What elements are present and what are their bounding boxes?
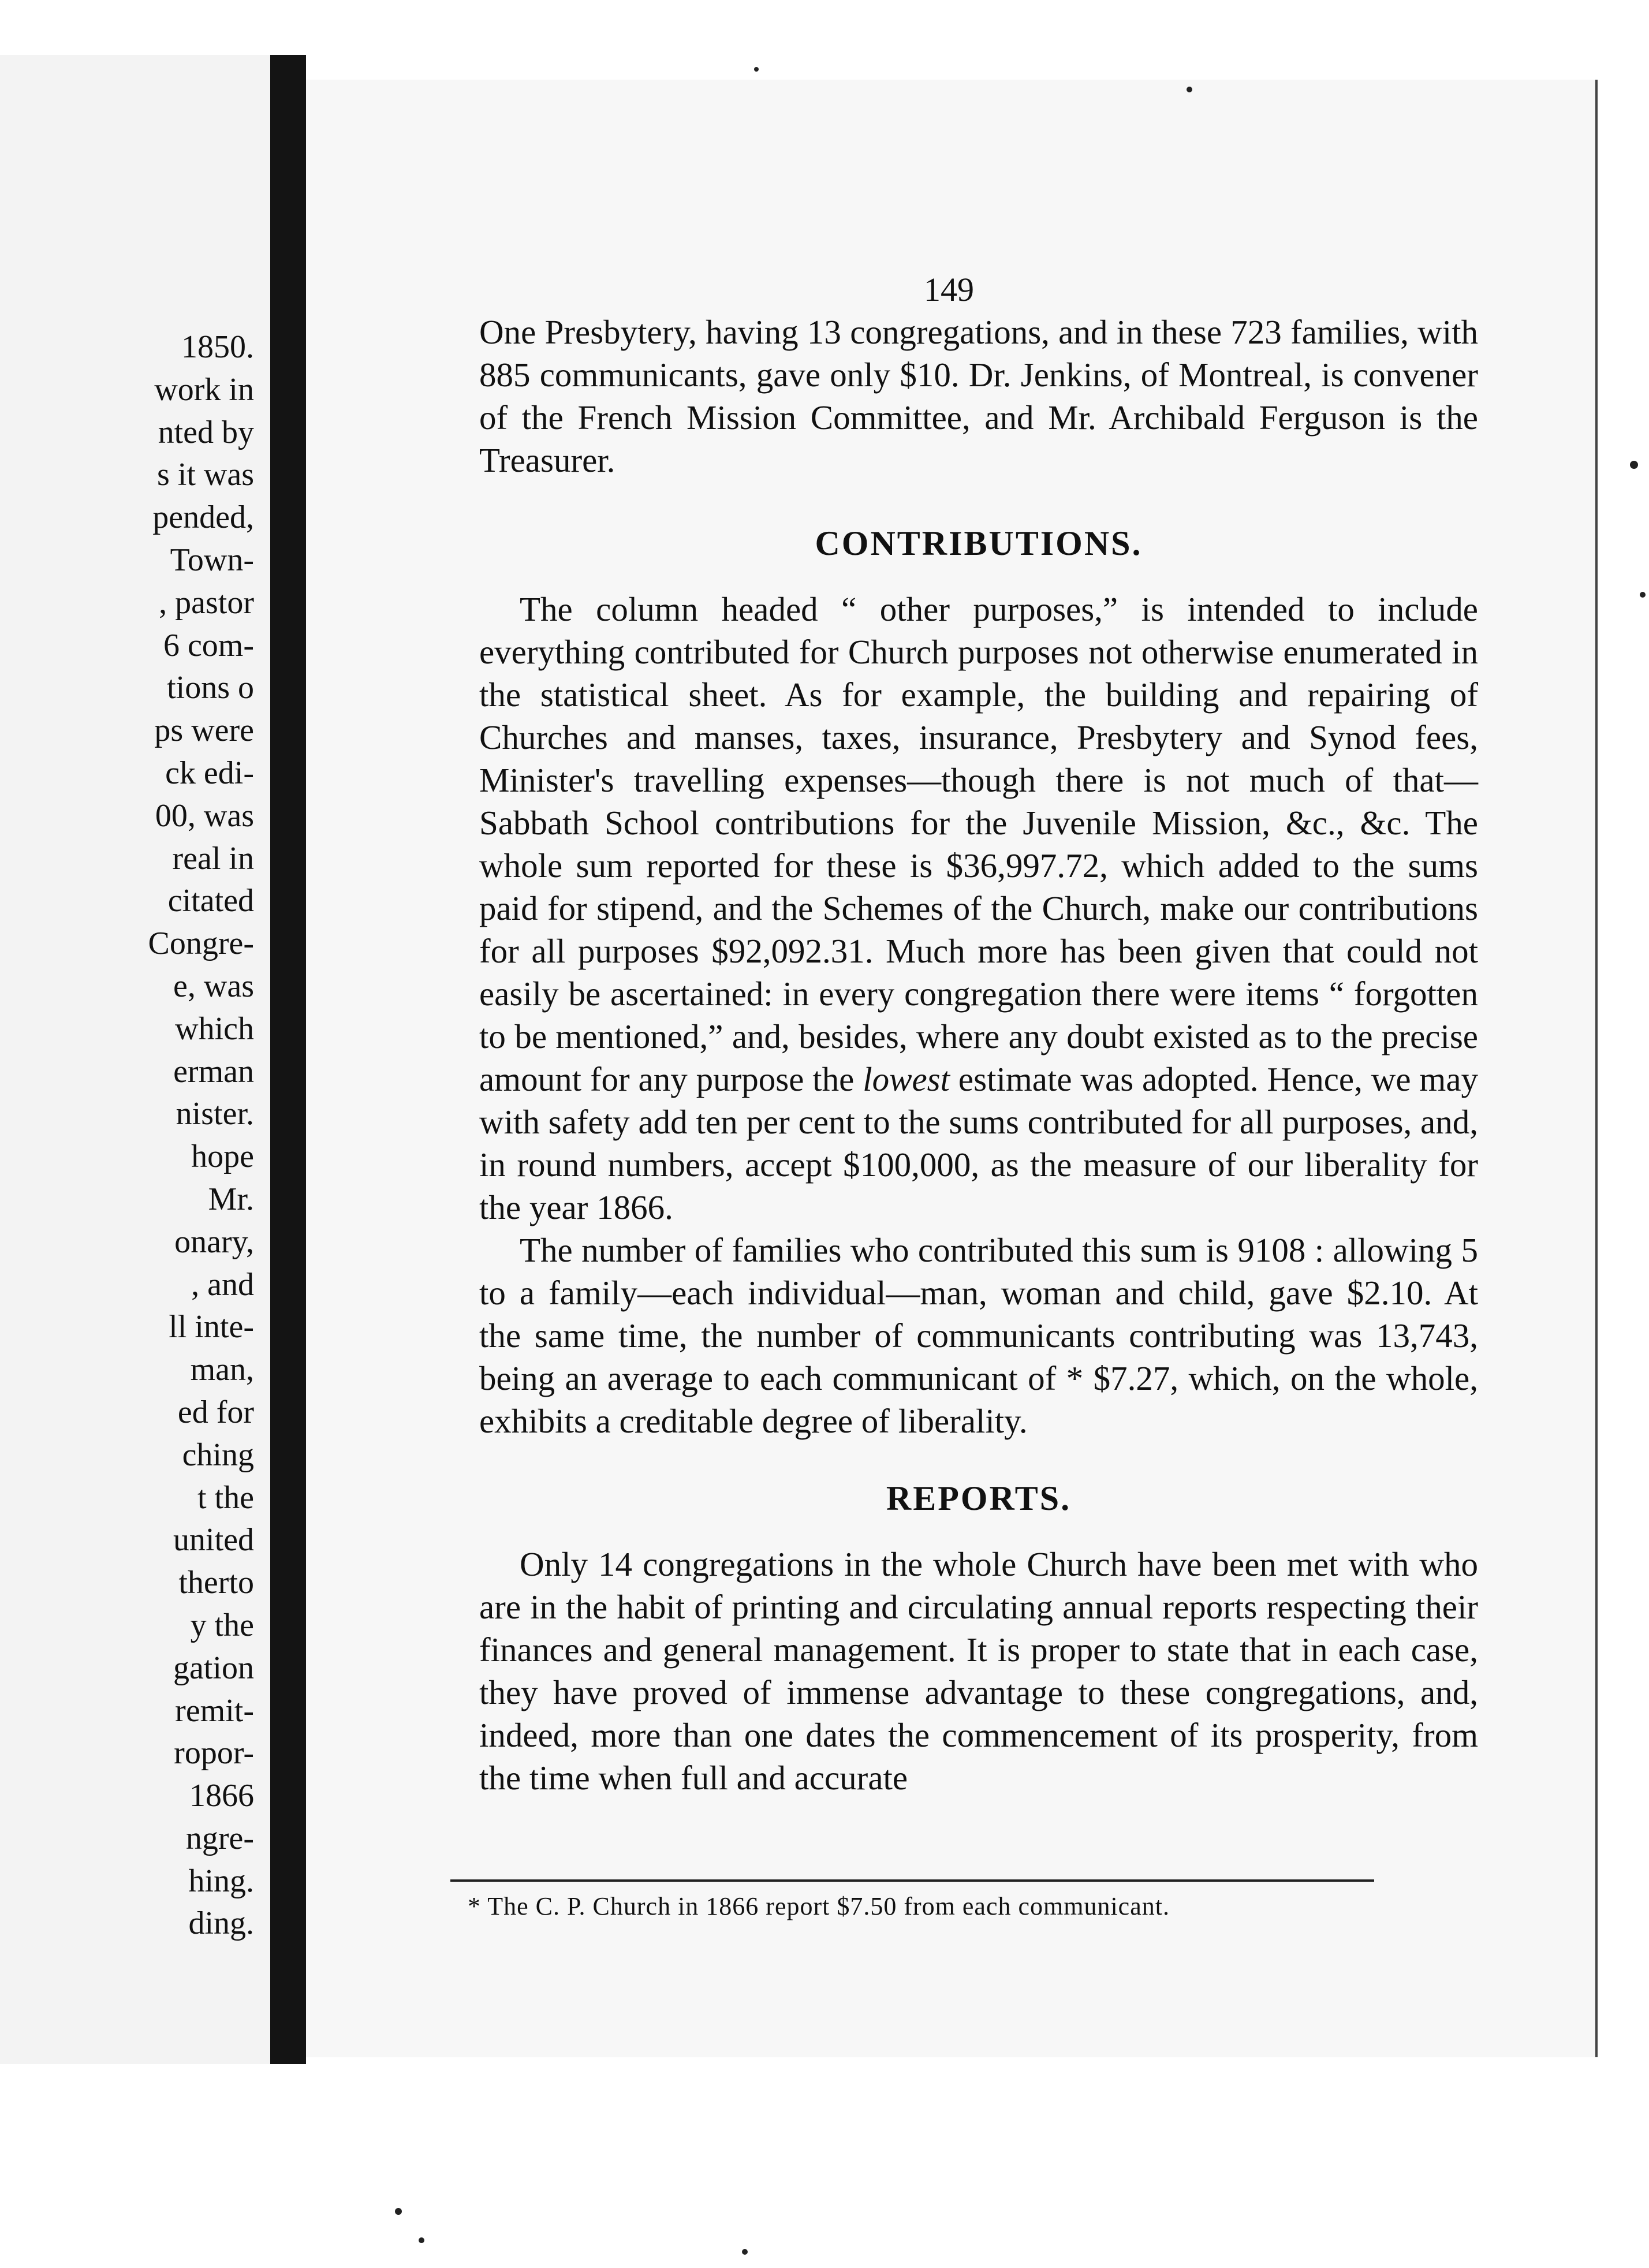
contributions-text-a: The column headed “ other purposes,” is intended to include everything contributed for Church purposes not otherwise enumerated in the statistical sheet. As for example, the building and repairing of Churches and manses, taxes, insurance, Presbytery and Synod fees, Minister's travelling expenses—though there is not much of that—Sabbath School contributions for the Juvenile Mission, &c., &c. The whole sum reported for these is $36,997.72, which added to the sums paid for stipend, and the Schemes of the Church, make our contributions for all purposes $92,092.31. Much more has been given that could not easily be ascertained: in every congregation there were items “ forgotten to be mentioned,” and, besides, where any doubt existed as to the precise amount for any purpose the [479, 590, 1478, 1098]
facing-page-line: 1850. [181, 329, 254, 365]
facing-page-line: 1866 [189, 1778, 254, 1814]
contributions-italic-word: lowest [863, 1060, 950, 1098]
facing-page-line: hing. [188, 1863, 254, 1899]
contributions-text-b: estimate was adopted. Hence, we may with safety add ten per cent to the sums contributed for all purposes, and, in round numbers, accept $100,000, as the measure of our liberality for the year 1866. [479, 1060, 1479, 1226]
facing-page-line: real in [172, 840, 254, 876]
facing-page-line: , pastor [159, 584, 254, 621]
facing-page-line: nted by [158, 414, 254, 450]
contributions-paragraph [479, 588, 1478, 1229]
page-body [479, 311, 1478, 1799]
facing-page-line: , and [191, 1266, 254, 1303]
facing-page-line: ck edi- [165, 755, 254, 791]
facing-page-line: 6 com- [163, 627, 254, 663]
contributions-heading: CONTRIBUTIONS. [815, 524, 1143, 562]
facing-page-line: ngre- [185, 1820, 254, 1856]
facing-page-line: man, [190, 1352, 254, 1388]
facing-page-line: gation [173, 1650, 254, 1686]
facing-page-line: t the [197, 1479, 254, 1516]
facing-page-line: Mr. [208, 1181, 254, 1217]
intro-paragraph: One Presbytery, having 13 congregations, and in these 723 families, with 885 communicants, gave only $10. Dr. Jenkins, of Montreal, is convener of the French Mission Committee, and Mr. Archibald Ferguson is the Treasurer. [479, 313, 1478, 479]
facing-page-line: citated [167, 883, 254, 919]
facing-page-line: tions o [167, 670, 254, 706]
facing-page-line: ding. [188, 1905, 254, 1942]
facing-page-line: therto [178, 1565, 254, 1601]
facing-page-line: which [175, 1010, 254, 1047]
facing-page-line: e, was [173, 968, 254, 1004]
facing-page-line: pended, [152, 499, 254, 536]
page-number: 149 [924, 271, 974, 308]
reports-heading: REPORTS. [886, 1479, 1072, 1517]
facing-page-line: y the [190, 1607, 254, 1643]
facing-page-line: erman [173, 1053, 254, 1090]
footnote: * The C. P. Church in 1866 report $7.50 from each communicant. [468, 1892, 1170, 1920]
facing-page-line: nister. [176, 1096, 254, 1132]
facing-page-line: ps were [154, 713, 254, 749]
facing-page-line: work in [154, 371, 254, 408]
reports-paragraph: Only 14 congregations in the whole Church have been met with who are in the habit of printing and circulating annual reports respecting their finances and general management. It is proper to state that in each case, they have proved of immense advantage to these congregations, and, indeed, more than one dates the commencement of its prosperity, from the time when full and accurate [479, 1545, 1478, 1797]
facing-page-fragment [0, 55, 270, 2064]
footnote-rule [450, 1879, 1374, 1882]
facing-page-line: ed for [177, 1394, 254, 1430]
book-page [306, 80, 1598, 2057]
facing-page-line: Congre- [148, 926, 254, 962]
book-gutter [270, 55, 306, 2064]
facing-page-line: 00, was [155, 797, 254, 834]
facing-page-line: hope [191, 1139, 254, 1175]
facing-page-line: remit- [175, 1692, 254, 1729]
facing-page-line: onary, [174, 1223, 254, 1260]
facing-page-line: Town- [170, 542, 254, 578]
facing-page-text [148, 326, 254, 1945]
facing-page-line: ll inte- [169, 1309, 254, 1345]
facing-page-line: s it was [157, 457, 254, 493]
facing-page-line: ching [182, 1437, 254, 1473]
families-paragraph: The number of families who contributed this sum is 9108 : allowing 5 to a family—each individual—man, woman and child, gave $2.10. At the same time, the number of communicants contributing was 13,743, being an average to each communicant of * $7.27, which, on the whole, exhibits a creditable degree of liberality. [479, 1231, 1478, 1440]
facing-page-line: united [173, 1522, 254, 1558]
facing-page-line: ropor- [174, 1735, 254, 1771]
